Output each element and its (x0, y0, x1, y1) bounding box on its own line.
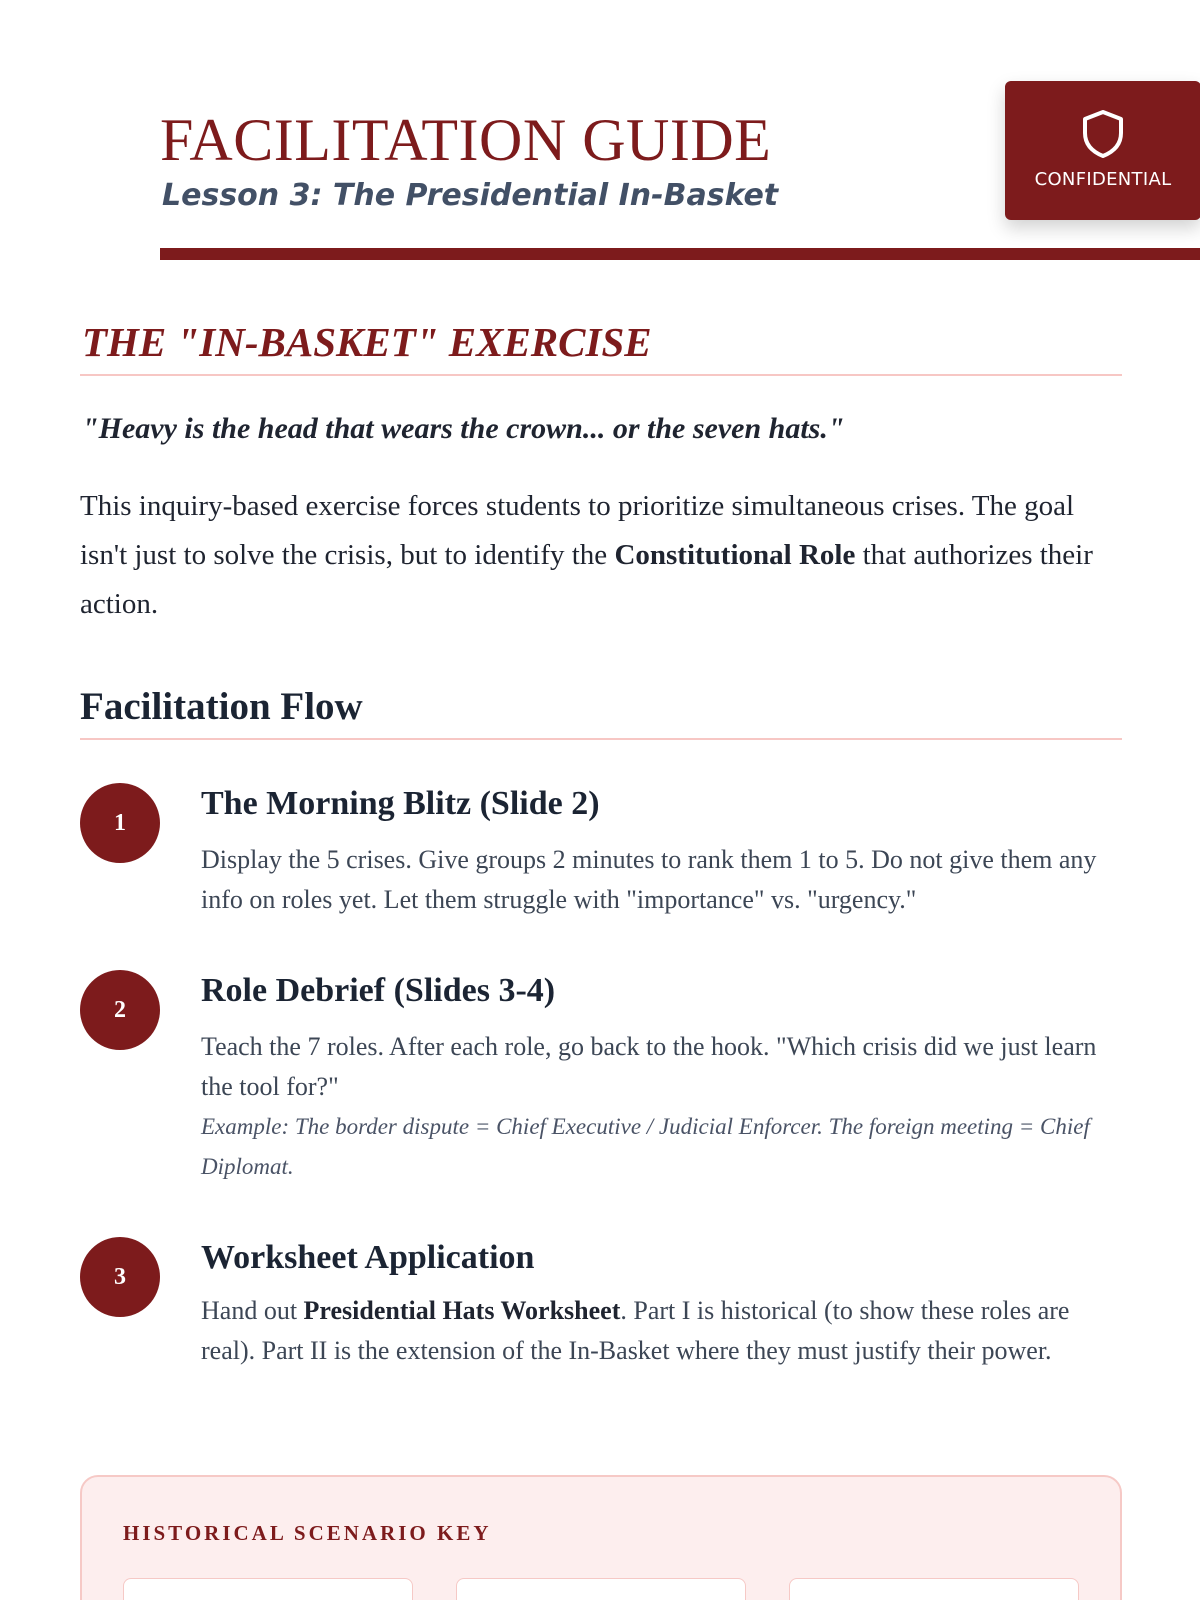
exercise-heading-divider (80, 374, 1122, 376)
historical-scenario-key-panel (80, 1475, 1122, 1600)
step-title: Worksheet Application (201, 1239, 535, 1276)
intro-bold-term: Constitutional Role (614, 539, 856, 571)
exercise-intro (80, 482, 1125, 629)
step-description: Teach the 7 roles. After each role, go back to the hook. "Which crisis did we just learn the tool for?" (201, 1032, 1097, 1101)
step-number-badge: 3 (80, 1237, 160, 1317)
step-description-block (201, 1027, 1126, 1187)
scenario-card (456, 1578, 746, 1600)
scenario-card (123, 1578, 413, 1600)
intro-text-1: This inquiry-based exercise forces students to prioritize simultaneous crises. The goal isn't just to solve the crisis, but to identify the (80, 490, 1075, 571)
step-example-note: Example: The border dispute = Chief Executive / Judicial Enforcer. The foreign meeting = Chief Diplomat. (201, 1114, 1090, 1179)
step-text-2: . Part I is historical (to show these roles are real). Part II is the extension of the In-Basket where they must justify their power. (201, 1296, 1070, 1365)
lesson-subtitle: Lesson 3: The Presidential In-Basket (162, 178, 779, 213)
flow-heading-divider (80, 738, 1122, 740)
page-title: FACILITATION GUIDE (160, 107, 772, 173)
exercise-heading: THE "IN-BASKET" EXERCISE (82, 319, 652, 365)
scenario-key-title: HISTORICAL SCENARIO KEY (123, 1521, 492, 1545)
exercise-quote: "Heavy is the head that wears the crown... or the seven hats." (82, 412, 845, 445)
step-title: Role Debrief (Slides 3-4) (201, 972, 556, 1009)
confidential-badge (1005, 81, 1200, 220)
step-description: Display the 5 crises. Give groups 2 minutes to rank them 1 to 5. Do not give them any info on roles yet. Let them struggle with "importance" vs. "urgency." (201, 845, 1097, 914)
worksheet-name: Presidential Hats Worksheet (303, 1296, 621, 1325)
step-text-1: Hand out (201, 1296, 304, 1325)
page-header (80, 0, 1172, 262)
intro-text-2: that authorizes their action. (80, 539, 1093, 620)
flow-heading: Facilitation Flow (80, 685, 363, 728)
step-title: The Morning Blitz (Slide 2) (201, 785, 600, 822)
step-description (201, 1291, 1126, 1371)
shield-icon (1081, 109, 1125, 159)
scenario-card (789, 1578, 1079, 1600)
step-number-badge: 1 (80, 783, 160, 863)
step-number-badge: 2 (80, 970, 160, 1050)
confidential-label: CONFIDENTIAL (1034, 169, 1172, 190)
header-divider (160, 248, 1200, 260)
